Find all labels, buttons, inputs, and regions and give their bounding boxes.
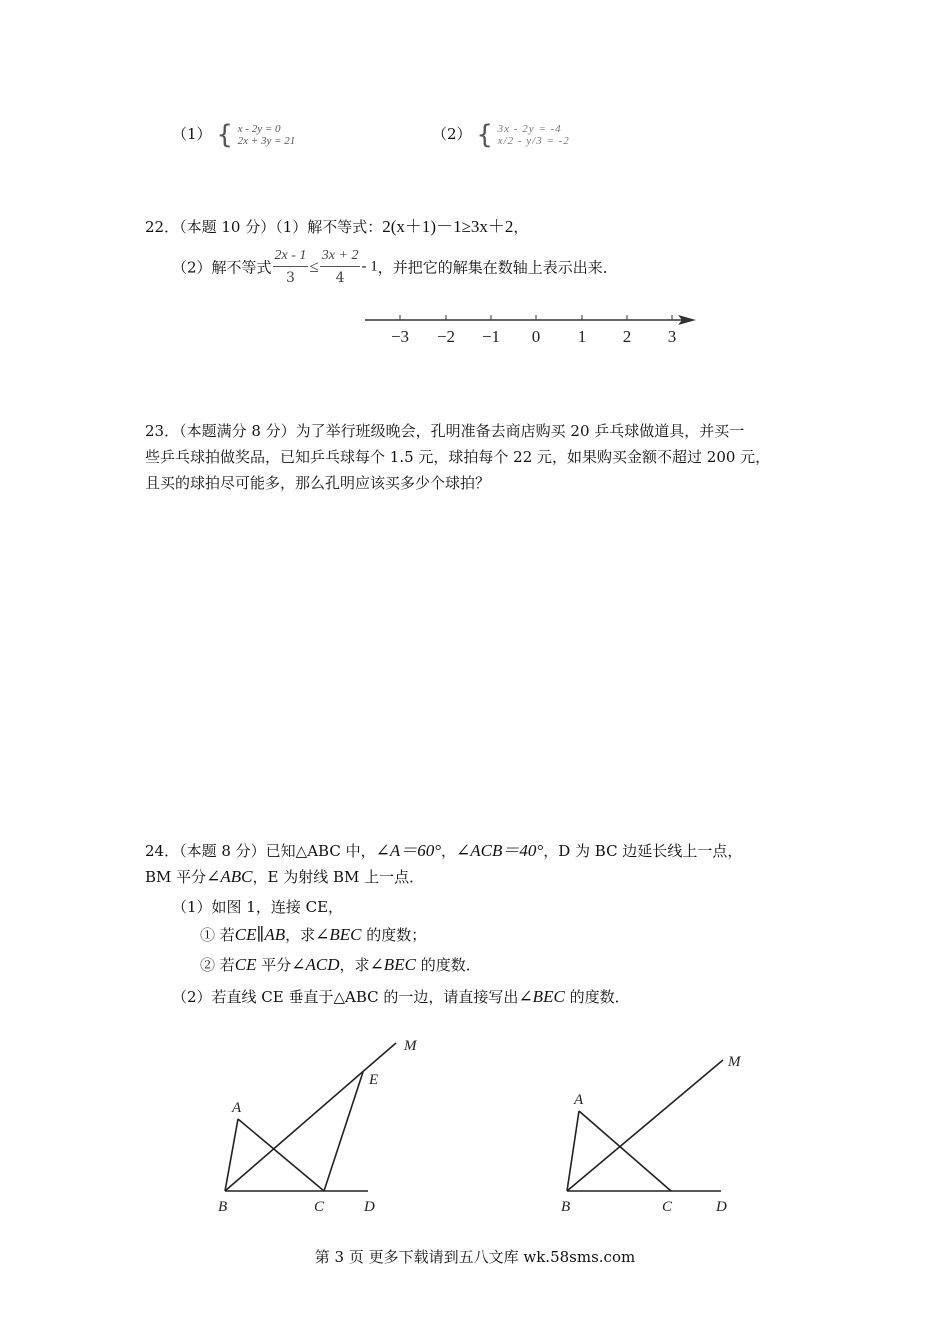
page-footer: 第 3 页 更多下载请到五八文库 wk.58sms.com (314, 1248, 636, 1266)
q21-part1-label: （1） (172, 125, 212, 143)
q24-line1 (145, 836, 742, 861)
q24-part2-b: 的度数． (564, 988, 630, 1006)
q24-angle-acb: ∠ACB＝40° (456, 841, 544, 860)
tick-label: 0 (531, 327, 541, 346)
segment-ba (225, 1119, 238, 1191)
q24-part2-angle: ∠BEC (518, 987, 565, 1006)
q22-fraction2-numerator: 3x + 2 (320, 248, 361, 267)
brace-icon: { (216, 120, 233, 150)
tick-label: −2 (436, 327, 456, 346)
tick-label: −3 (390, 327, 410, 346)
label-b: B (218, 1199, 228, 1215)
q21-system2-lines (498, 123, 570, 147)
q24-sub1-angle: ∠BEC (315, 925, 362, 944)
q24-part1: （1）如图 1，连接 CE， (172, 898, 344, 916)
q24-sub2 (200, 954, 481, 975)
q21-part2 (432, 122, 570, 148)
q24-sub2-angle: ∠ACD (291, 955, 340, 974)
ray-bm (567, 1060, 723, 1191)
q24-line2-b: ，E 为射线 BM 上一点． (252, 868, 425, 886)
q24-part2-a: （2）若直线 CE 垂直于△ABC 的一边，请直接写出 (172, 988, 519, 1006)
segment-ce (324, 1072, 363, 1191)
q24-sub2-c: ，求 (339, 956, 370, 974)
q21-system1-eq1: x - 2y = 0 (237, 123, 281, 135)
q24-angle-abc: ∠ABC (206, 867, 253, 886)
q24-sep: ， (441, 842, 457, 860)
figure-1 (200, 1030, 440, 1230)
q21-part1 (172, 122, 295, 148)
q23-line1: 23．（本题满分 8 分）为了举行班级晚会，孔明准备去商店购买 20 乒乓球做道具，并买一 (145, 422, 745, 440)
q22-fraction1-numerator: 2x - 1 (273, 248, 309, 267)
q21-part2-label: （2） (432, 125, 472, 143)
q22-fraction2 (320, 248, 361, 286)
q21-system1-lines (238, 123, 296, 147)
q24-sub2-angle2: ∠BEC (369, 955, 416, 974)
q24-sub2-a: ② 若 (200, 956, 235, 974)
label-c: C (314, 1199, 325, 1215)
q22-fraction2-denominator: 4 (335, 270, 345, 286)
label-d: D (716, 1199, 727, 1215)
q21-system2 (476, 122, 569, 148)
brace-icon: { (476, 120, 493, 150)
tick-label: −1 (481, 327, 501, 346)
figure-2 (545, 1040, 765, 1230)
q24-sub2-d: 的度数． (415, 956, 481, 974)
label-m: M (404, 1038, 417, 1054)
q24-line2-a: BM 平分 (145, 868, 207, 886)
ray-bm (225, 1043, 396, 1191)
tick-label: 2 (622, 327, 632, 346)
q22-leq-symbol: ≤ (309, 257, 319, 276)
q22-line2 (172, 248, 618, 286)
q21-system1 (216, 122, 295, 148)
label-m: M (728, 1054, 741, 1070)
label-d: D (364, 1199, 375, 1215)
tick-label: 1 (577, 327, 587, 346)
segment-ac (579, 1111, 671, 1191)
q24-sub1-a: ① 若 (200, 926, 235, 944)
q24-sub1-c: 的度数； (361, 926, 427, 944)
label-e: E (369, 1072, 379, 1088)
label-a: A (574, 1092, 584, 1108)
q23-line3: 且买的球拍尽可能多，那么孔明应该买多少个球拍？ (145, 474, 491, 492)
tick-label: 3 (667, 327, 677, 346)
segment-ac (238, 1119, 324, 1191)
q22-line1-prefix: 22．（本题 10 分）（1）解不等式： (145, 218, 383, 236)
q24-part2 (172, 986, 630, 1007)
q24-line1-b: ，D 为 BC 边延长线上一点， (543, 842, 743, 860)
q24-sub1-b: ，求 (285, 926, 316, 944)
label-b: B (561, 1199, 571, 1215)
q24-sub1 (200, 924, 426, 945)
q24-sub2-math: CE (234, 955, 257, 974)
q21-system1-eq2: 2x + 3y = 21 (237, 135, 296, 147)
label-a: A (232, 1100, 242, 1116)
q22-tail: - 1 (361, 258, 378, 275)
q22-fraction1 (273, 248, 309, 286)
q22-fraction1-denominator: 3 (286, 270, 295, 286)
q22-line1-suffix: ， (513, 218, 529, 236)
q24-angle-a: ∠A＝60° (375, 841, 442, 860)
q24-sub1-math: CE∥AB (234, 925, 286, 944)
q23-line2: 些乒乓球拍做奖品，已知乒乓球每个 1.5 元，球拍每个 22 元，如果购买金额不超过 200 元， (145, 448, 771, 466)
number-line (360, 306, 700, 350)
q21-system2-eq1: 3x - 2y = -4 (497, 123, 562, 135)
q24-line1-a: 24．（本题 8 分）已知△ABC 中， (145, 842, 376, 860)
q24-sub2-b: 平分 (256, 956, 292, 974)
label-c: C (662, 1199, 673, 1215)
q22-line1 (145, 212, 528, 237)
q24-line2 (145, 866, 424, 887)
q22-line2-suffix: ，并把它的解集在数轴上表示出来． (377, 258, 618, 277)
q21-system2-eq2: x/2 - y/3 = -2 (497, 135, 570, 147)
q22-inequality1: 2(x＋1)－1≥3x＋2 (382, 217, 514, 236)
segment-ba (567, 1111, 579, 1191)
q22-line2-prefix: （2）解不等式 (172, 258, 272, 277)
